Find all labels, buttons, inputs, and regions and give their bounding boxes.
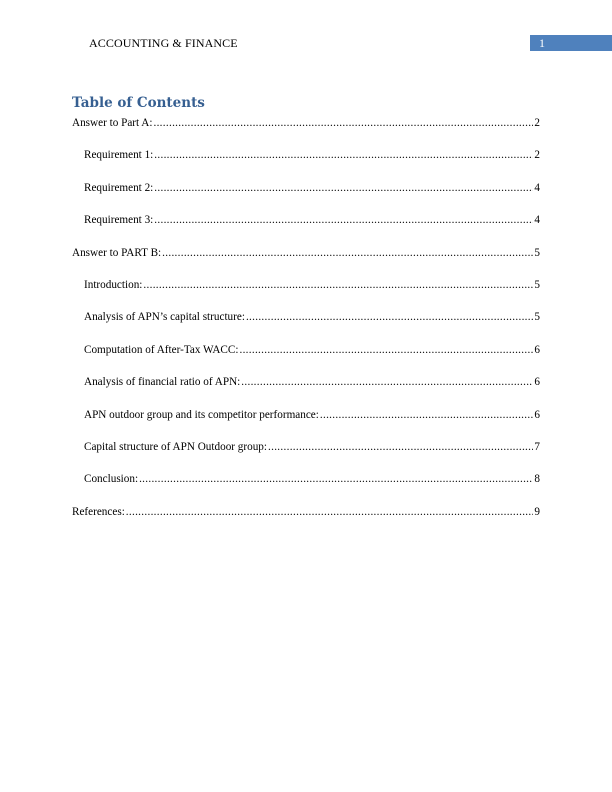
toc-entry-requirement-1[interactable] [72,147,540,163]
toc-leader-dots [268,439,533,455]
table-of-contents [72,115,540,520]
toc-entry-conclusion[interactable] [72,471,540,487]
running-header-title: ACCOUNTING & FINANCE [89,36,238,50]
toc-entry-label: Analysis of financial ratio of APN: [84,376,241,389]
toc-entry-label: Requirement 3: [84,214,154,227]
toc-entry-introduction[interactable] [72,277,540,293]
toc-entry-label: APN outdoor group and its competitor performance: [84,408,319,421]
toc-entry-page: 8 [534,473,540,486]
toc-entry-capital-structure-analysis[interactable] [72,309,540,325]
toc-leader-dots [143,277,533,293]
toc-entry-page: 5 [534,311,540,324]
toc-entry-label: Answer to Part A: [72,117,153,129]
page-number-badge [530,35,612,51]
toc-leader-dots [320,407,534,423]
toc-entry-page: 7 [534,440,540,453]
toc-entry-page: 5 [534,278,540,291]
toc-leader-dots [239,342,533,358]
toc-entry-apn-capital-structure[interactable] [72,439,540,455]
toc-entry-label: References: [72,505,125,518]
toc-entry-competitor-performance[interactable] [72,407,540,423]
toc-entry-wacc-computation[interactable] [72,342,540,358]
toc-leader-dots [162,245,533,261]
toc-entry-label: Introduction: [84,278,143,291]
toc-heading: Table of Contents [72,95,205,111]
toc-entry-page: 2 [534,117,540,129]
toc-entry-page: 2 [534,149,540,162]
toc-entry-requirement-2[interactable] [72,180,540,196]
toc-entry-label: Requirement 1: [84,149,154,162]
toc-entry-label: Computation of After-Tax WACC: [84,343,239,356]
toc-entry-label: Answer to PART B: [72,246,162,259]
toc-entry-page: 5 [534,246,540,259]
toc-entry-page: 6 [534,343,540,356]
toc-entry-page: 4 [534,181,540,194]
toc-leader-dots [246,309,533,325]
toc-entry-page: 9 [534,505,540,518]
toc-entry-page: 6 [534,376,540,389]
toc-entry-financial-ratio-analysis[interactable] [72,374,540,390]
toc-leader-dots [154,147,533,163]
toc-entry-label: Requirement 2: [84,181,154,194]
toc-entry-label: Analysis of APN’s capital structure: [84,311,245,324]
page-number: 1 [539,36,545,50]
toc-leader-dots [139,471,533,487]
toc-leader-dots [154,180,533,196]
toc-entry-references[interactable] [72,504,540,520]
toc-leader-dots [126,504,534,520]
toc-entry-page: 4 [534,214,540,227]
toc-leader-dots [153,115,533,131]
toc-entry-requirement-3[interactable] [72,212,540,228]
toc-entry-page: 6 [534,408,540,421]
toc-leader-dots [154,212,533,228]
toc-entry-answer-part-b[interactable] [72,245,540,261]
toc-entry-answer-part-a[interactable] [72,115,540,131]
toc-entry-label: Capital structure of APN Outdoor group: [84,440,268,453]
toc-leader-dots [241,374,533,390]
toc-entry-label: Conclusion: [84,473,139,486]
